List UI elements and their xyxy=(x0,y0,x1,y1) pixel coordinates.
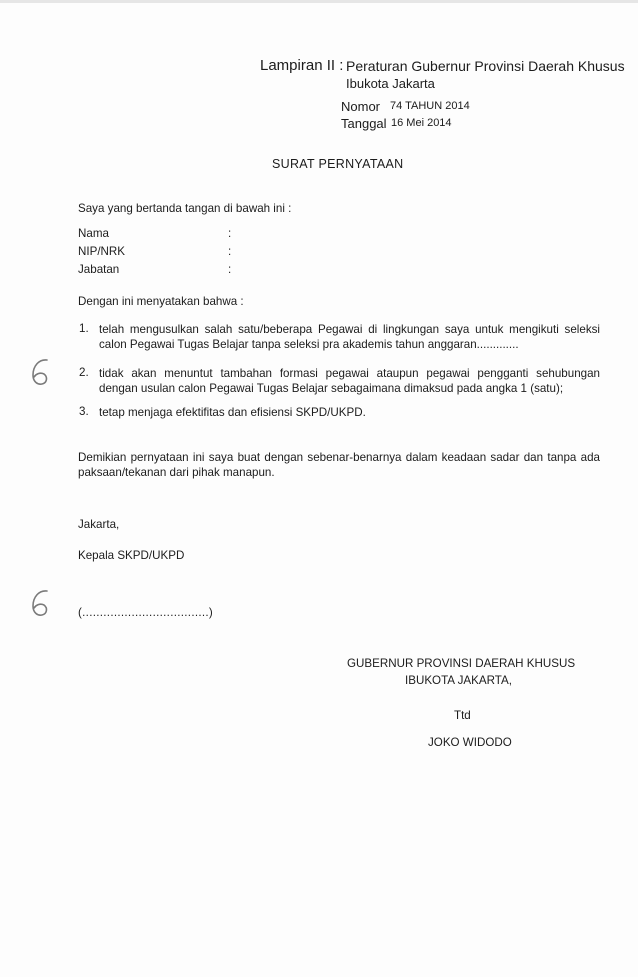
signer-title: Kepala SKPD/UKPD xyxy=(78,549,185,562)
governor-line-1: GUBERNUR PROVINSI DAERAH KHUSUS xyxy=(347,657,576,670)
field-nip-label: NIP/NRK xyxy=(78,245,126,258)
item-3-number: 3. xyxy=(79,405,89,418)
tanggal-value: 16 Mei 2014 xyxy=(391,117,452,129)
document-title: SURAT PERNYATAAN xyxy=(272,157,404,171)
lampiran-label: Lampiran II : xyxy=(260,57,344,74)
lampiran-value-line2: Ibukota Jakarta xyxy=(346,76,435,91)
field-nama-colon: : xyxy=(228,227,232,240)
ttd-text: Ttd xyxy=(454,709,471,722)
place-text: Jakarta, xyxy=(78,518,120,531)
field-jabatan-colon: : xyxy=(228,263,232,276)
closing-paragraph: Demikian pernyataan ini saya buat dengan sebenar-benarnya dalam keadaan sadar dan tanpa ada paksaan/tekanan dari pihak manapun. xyxy=(78,451,600,479)
tanggal-label: Tanggal xyxy=(341,116,387,131)
item-3-text: tetap menjaga efektifitas dan efisiensi SKPD/UKPD. xyxy=(99,406,366,419)
item-1-number: 1. xyxy=(79,322,89,335)
nomor-label: Nomor xyxy=(341,99,381,114)
governor-line-2: IBUKOTA JAKARTA, xyxy=(405,674,512,687)
field-nama-label: Nama xyxy=(78,227,109,240)
handwritten-six-icon xyxy=(30,357,52,387)
margin-mark-1 xyxy=(30,357,52,392)
item-1-text: telah mengusulkan salah satu/beberapa Pegawai di lingkungan saya untuk mengikuti seleksi calon Pegawai Tugas Belajar tanpa seleksi pra akademis tahun anggaran............. xyxy=(99,323,600,351)
nomor-value: 74 TAHUN 2014 xyxy=(390,100,470,112)
item-2-number: 2. xyxy=(79,366,89,379)
top-border xyxy=(0,0,638,3)
field-nip-colon: : xyxy=(228,245,232,258)
margin-mark-2 xyxy=(30,588,52,623)
signature-line: (....................................) xyxy=(78,606,214,619)
statement-intro: Dengan ini menyatakan bahwa : xyxy=(78,295,244,308)
lampiran-value: Peraturan Gubernur Provinsi Daerah Khusus xyxy=(346,58,625,74)
item-2-text: tidak akan menuntut tambahan formasi pegawai ataupun pegawai pengganti sehubungan dengan usulan calon Pegawai Tugas Belajar sebagaimana dimaksud pada angka 1 (satu); xyxy=(99,367,600,395)
field-jabatan-label: Jabatan xyxy=(78,263,120,276)
governor-name: JOKO WIDODO xyxy=(428,736,512,749)
handwritten-six-icon xyxy=(30,588,52,618)
intro-text: Saya yang bertanda tangan di bawah ini : xyxy=(78,202,292,215)
